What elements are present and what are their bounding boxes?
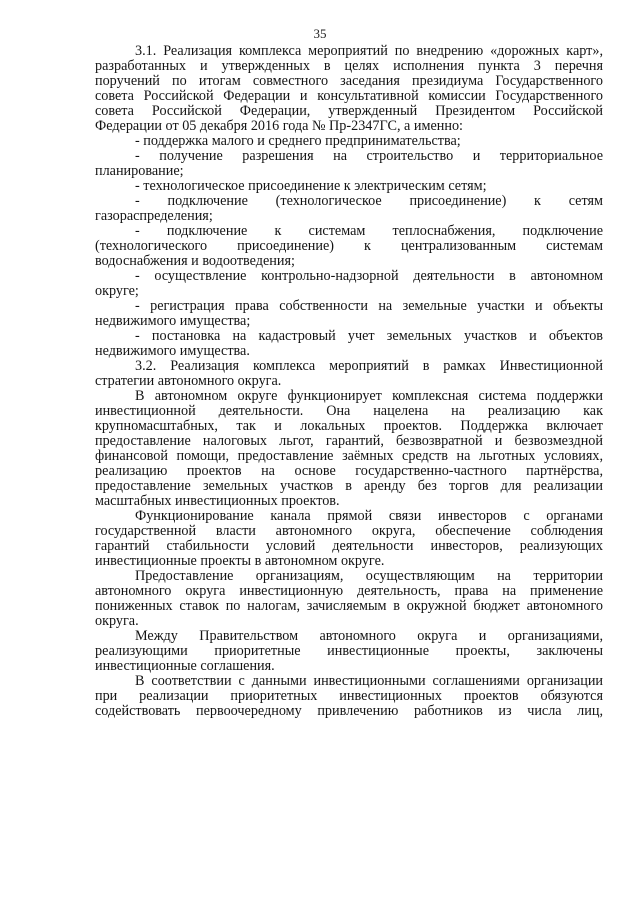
paragraph-tax-benefits [95,569,603,629]
text-line: содействовать первоочередному привлечению работников из числа лиц, [95,704,603,719]
text-line: разработанных и утвержденных в целях исполнения пункта 3 перечня [95,59,603,74]
text-line: гарантий стабильности условий деятельности инвесторов, реализующих [95,539,603,554]
text-line: реализующими приоритетные инвестиционные проекты, заключены [95,644,603,659]
text-line: государственной власти автономного округа, обеспечение соблюдения [95,524,603,539]
paragraph-investor-communication [95,509,603,569]
text-line: крупномасштабных, так и локальных проектов. Поддержка включает [95,419,603,434]
text-line: - получение разрешения на строительство и территориальное [135,149,603,164]
text-line: совета Российской Федерации, утвержденный Президентом Российской [95,104,603,119]
text-line: предоставление налоговых льгот, гарантий, безвозвратной и безвозмездной [95,434,603,449]
text-line: инвестиционной деятельности. Она нацелена на реализацию как [95,404,603,419]
list-item-property-registration [95,299,603,329]
list-item-heat-water-connection [95,224,603,269]
paragraph-3-2-investment-strategy [95,359,603,389]
text-line: 3.1. Реализация комплекса мероприятий по внедрению «дорожных карт», [135,44,603,59]
text-line: поручений по итогам совместного заседания президиума Государственного [95,74,603,89]
text-line: Федерации от 05 декабря 2016 года № Пр-2347ГС, а именно: [95,119,463,134]
text-line: (технологического присоединение) к централизованным системам [95,239,603,254]
text-line: - технологическое присоединение к электрическим сетям; [135,179,487,194]
paragraph-investment-support-system [95,389,603,509]
document-body [95,44,603,719]
paragraph-investment-agreements [95,629,603,674]
text-line: округа. [95,614,139,629]
text-line: - осуществление контрольно-надзорной деятельности в автономном [135,269,603,284]
text-line: газораспределения; [95,209,213,224]
text-line: финансовой помощи, предоставление заёмных средств на льготных условиях, [95,449,603,464]
text-line: планирование; [95,164,184,179]
text-line: - подключение (технологическое присоединение) к сетям [135,194,603,209]
text-line: масштабных инвестиционных проектов. [95,494,340,509]
list-item-construction-permits [95,149,603,179]
list-item-supervision [95,269,603,299]
text-line: 3.2. Реализация комплекса мероприятий в рамках Инвестиционной [135,359,603,374]
text-line: реализацию проектов на основе государственно-частного партнёрства, [95,464,603,479]
text-line: пониженных ставок по налогам, зачисляемым в окружной бюджет автономного [95,599,603,614]
paragraph-3-1-roadmaps [95,44,603,134]
page-number: 35 [313,26,327,41]
text-line: при реализации приоритетных инвестиционных проектов обязуются [95,689,603,704]
text-line: инвестиционные проекты в автономном округе. [95,554,385,569]
text-line: инвестиционные соглашения. [95,659,275,674]
text-line: В автономном округе функционирует комплексная система поддержки [135,389,603,404]
text-line: совета Российской Федерации и консультативной комиссии Государственного [95,89,603,104]
text-line: Функционирование канала прямой связи инвесторов с органами [135,509,603,524]
text-line: водоснабжения и водоотведения; [95,254,295,269]
text-line: стратегии автономного округа. [95,374,282,389]
text-line: недвижимого имущества. [95,344,250,359]
text-line: - поддержка малого и среднего предпринимательства; [135,134,461,149]
text-line: В соответствии с данными инвестиционными соглашениями организации [135,674,603,689]
list-item-business-support [95,134,603,149]
text-line: - постановка на кадастровый учет земельных участков и объектов [135,329,603,344]
paragraph-agreement-obligations [95,674,603,719]
list-item-power-grid-connection [95,179,603,194]
list-item-gas-connection [95,194,603,224]
list-item-cadastral-registration [95,329,603,359]
text-line: округе; [95,284,139,299]
text-line: Предоставление организациям, осуществляющим на территории [135,569,603,584]
text-line: предоставление земельных участков в аренду без торгов для реализации [95,479,603,494]
text-line: автономного округа инвестиционную деятельность, права на применение [95,584,603,599]
text-line: - подключение к системам теплоснабжения, подключение [135,224,603,239]
text-line: - регистрация права собственности на земельные участки и объекты [135,299,603,314]
text-line: Между Правительством автономного округа и организациями, [135,629,603,644]
text-line: недвижимого имущества; [95,314,251,329]
